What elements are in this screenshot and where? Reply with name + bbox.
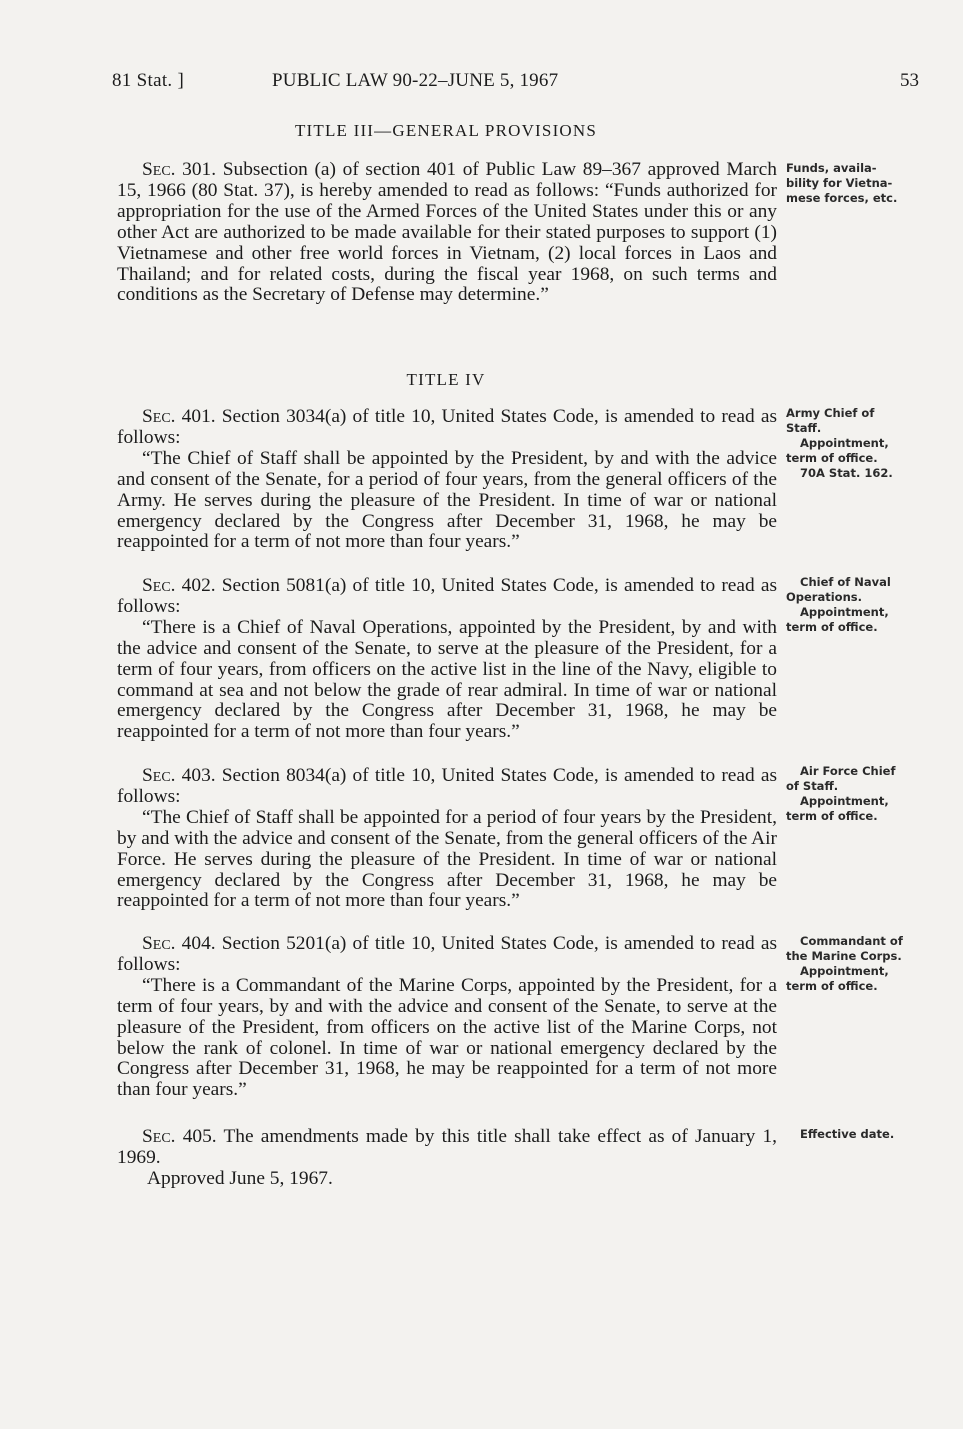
margin-note-army-chief — [786, 406, 926, 481]
margin-note-line: term of office. — [786, 809, 878, 823]
margin-note-line: Operations. — [786, 590, 862, 604]
margin-note-line: Appointment, — [800, 964, 889, 978]
margin-note-line: Funds, availa- — [786, 161, 877, 175]
margin-note-line: Air Force Chief — [800, 764, 896, 778]
margin-note-line: Army Chief of — [786, 406, 875, 420]
margin-note-line: Commandant of — [800, 934, 903, 948]
margin-note-line: Staff. — [786, 421, 822, 435]
sec-401-label: Sec. 401. — [142, 406, 216, 427]
margin-note-line: term of office. — [786, 620, 878, 634]
margin-note-line: 70A Stat. 162. — [800, 466, 893, 480]
approval-date: Approved June 5, 1967. — [147, 1168, 333, 1189]
margin-note-line: Appointment, — [800, 794, 889, 808]
sec-402-quote: “There is a Chief of Naval Operations, appointed by the President, by and with the advice and consent of the Senate, to serve at the pleasure of the President, for a term of four years, from officers on the active list in the line of the Navy, eligible to command at sea and not below the grade of rear admiral. In time of war or national emergency declared by the Congress after December 31, 1968, he may be reappointed for a term of not more than four years.” — [117, 616, 777, 743]
section-405 — [117, 1127, 777, 1169]
sec-404-intro: Section 5201(a) of title 10, United States Code, is amended to read as follows: — [117, 933, 777, 975]
title-iv-heading: TITLE IV — [406, 370, 486, 389]
header-public-law: PUBLIC LAW 90-22–JUNE 5, 1967 — [272, 70, 559, 91]
margin-note-line: term of office. — [786, 979, 878, 993]
margin-note-line: term of office. — [786, 451, 878, 465]
sec-301-label: Sec. 301. — [142, 159, 217, 180]
margin-note-line: Effective date. — [800, 1127, 895, 1141]
sec-403-intro: Section 8034(a) of title 10, United States Code, is amended to read as follows: — [117, 765, 777, 807]
margin-note-funds — [786, 161, 926, 206]
margin-note-naval-operations — [786, 575, 926, 635]
margin-note-line: bility for Vietna- — [786, 176, 893, 190]
section-403 — [117, 766, 777, 912]
sec-404-label: Sec. 404. — [142, 933, 216, 954]
margin-note-marine-commandant — [786, 934, 926, 994]
margin-note-line: mese forces, etc. — [786, 191, 898, 205]
section-402 — [117, 576, 777, 743]
margin-note-line: Chief of Naval — [800, 575, 891, 589]
section-401 — [117, 407, 777, 553]
margin-note-air-force-chief — [786, 764, 926, 824]
sec-402-intro: Section 5081(a) of title 10, United States Code, is amended to read as follows: — [117, 575, 777, 617]
sec-403-quote: “The Chief of Staff shall be appointed for a period of four years by the President, by and with the advice and consent of the Senate, from the general officers of the Air Force. He serves during the pleasure of the President. In time of war or national emergency declared by the Congress after December 31, 1968, he may be reappointed for a term of not more than four years.” — [117, 806, 777, 912]
section-301 — [117, 160, 777, 306]
sec-405-label: Sec. 405. — [142, 1126, 217, 1147]
sec-402-label: Sec. 402. — [142, 575, 216, 596]
sec-301-text: Subsection (a) of section 401 of Public Law 89–367 approved March 15, 1966 (80 Stat. 37), is hereby amended to read as follows: “Funds authorized for appropriation for the use of the Armed Forces of the United States under this or any other Act are authorized to be made available for their stated purposes to support (1) Vietnamese and other free world forces in Vietnam, (2) local forces in Laos and Thailand; and for related costs, during the fiscal year 1968, on such terms and conditions as the Secretary of Defense may determine.” — [117, 159, 777, 306]
sec-401-quote: “The Chief of Staff shall be appointed by the President, by and with the advice and consent of the Senate, for a period of four years, from the general officers of the Army. He serves during the pleasure of the President. In time of war or national emergency declared by the Congress after December 31, 1968, he may be reappointed for a term of not more than four years.” — [117, 447, 777, 553]
margin-note-line: the Marine Corps. — [786, 949, 902, 963]
section-404 — [117, 934, 777, 1101]
margin-note-line: Appointment, — [800, 436, 889, 450]
title-iii-heading: TITLE III—GENERAL PROVISIONS — [294, 121, 598, 140]
margin-note-line: of Staff. — [786, 779, 839, 793]
sec-401-intro: Section 3034(a) of title 10, United States Code, is amended to read as follows: — [117, 406, 777, 448]
sec-403-label: Sec. 403. — [142, 765, 216, 786]
header-statute: 81 Stat. ] — [112, 70, 185, 91]
sec-405-text: The amendments made by this title shall take effect as of January 1, 1969. — [117, 1126, 777, 1168]
sec-404-quote: “There is a Commandant of the Marine Corps, appointed by the President, for a term of four years, by and with the advice and consent of the Senate, to serve at the pleasure of the President, from officers on the active list of the Marine Corps, not below the rank of colonel. In time of war or national emergency declared by the Congress after December 31, 1968, he may be reappointed for a term of not more than four years.” — [117, 974, 777, 1101]
margin-note-effective-date — [786, 1127, 926, 1142]
page-number: 53 — [900, 70, 919, 91]
margin-note-line: Appointment, — [800, 605, 889, 619]
